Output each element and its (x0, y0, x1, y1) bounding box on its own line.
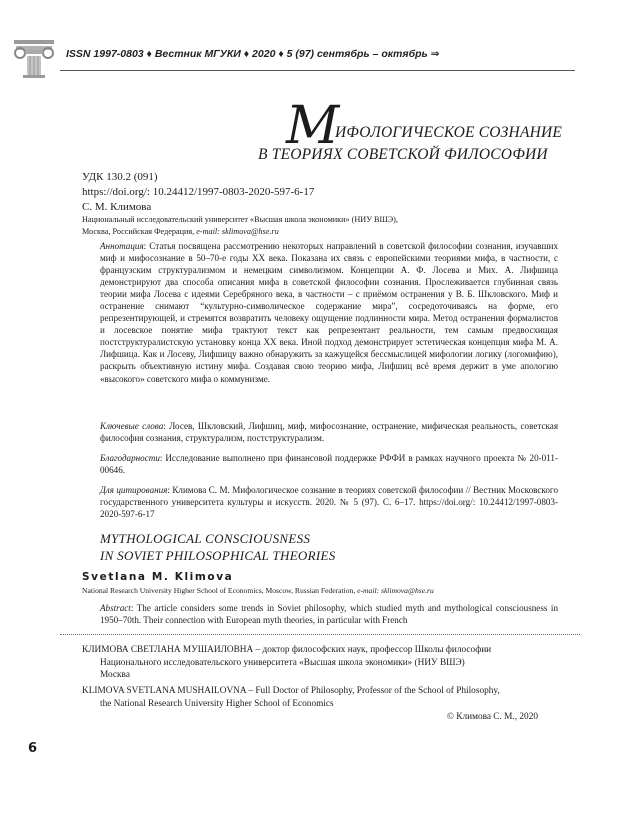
page-number: 6 (28, 741, 38, 756)
english-email[interactable]: e-mail: sklimova@hse.ru (357, 586, 434, 595)
english-affiliation: National Research University Higher School of Economics, Moscow, Russian Federation, e-mail: sklimova@hse.ru (82, 586, 434, 595)
header-rule (60, 70, 575, 71)
author-info-en-line2: the National Research University Higher School of Economics (100, 698, 334, 709)
citation-label: Для цитирования (100, 485, 168, 495)
article-title-line1: ИФОЛОГИЧЕСКОЕ СОЗНАНИЕ (335, 124, 563, 141)
author-info-ru-line1: КЛИМОВА СВЕТЛАНА МУШАИЛОВНА – доктор философских наук, профессор Школы философии (82, 645, 492, 655)
abstract-ru: Аннотация: Статья посвящена рассмотрению некоторых направлений в советской философии сознания, изучавших миф и мифосознание в 50–70-е годы XX века. Показана их связь с европейскими теориями мифа, в частности, с французским структурализмом и немецким символизмом. Концепции А. Ф. Лосева и Мих. А. Лифшица демонстрируют два способа описания мифа в советской философии сознания. Прослеживается глубинная связь теории мифа Лосева с идеями Серебряного века, в частности – с приёмом остранения у В. Б. Шкловского. Миф и остранение снимают “культурно-символическое содержание мира”, сосредоточиваясь на форме, его репрезентирующей, и стремятся возвратить человеку ощущение подлинности мира. Метод остранения формалистов и лосевское понятие мифа трактуют текст как репрезентант реальности, тем самым предвосхищая постструктуралистскую установку конца XX века. Иной подход демонстрирует эстетическая концепция мифа М. А. Лифшица. Как и Лосеву, Лифшицу важно обнаружить за кажущейся бессмыслицей мифологии логику (логомифию), раскрыть объективную истину мифа. Создавая свою теорию мифа, Лифшиц всё время держит в уме апологию «высокого» советского мифа о коммунизме. (100, 241, 558, 384)
author-info-en-line1: KLIMOVA SVETLANA MUSHAILOVNA – Full Doctor of Philosophy, Professor of the School of Philosophy, (82, 686, 500, 696)
ionic-column-capital-icon (12, 40, 56, 78)
english-title-line1: MYTHOLOGICAL CONSCIOUSNESS (100, 531, 311, 546)
article-title-line2: В ТЕОРИЯХ СОВЕТСКОЙ ФИЛОСОФИИ (258, 146, 548, 163)
abstract-label: Аннотация (100, 241, 144, 251)
citation-ru: Для цитирования: Климова С. М. Мифологическое сознание в теориях советской философии // Вестник Московского государственного университета культуры и искусств. 2020. № 5 (97). С. 6–17. https://doi.org/: 10.24412/1997-0803-2020-597-6-17 (100, 485, 558, 520)
english-title-line2: IN SOVIET PHILOSOPHICAL THEORIES (100, 548, 336, 563)
footnote-separator (60, 634, 580, 635)
keywords-ru: Ключевые слова: Лосев, Шкловский, Лифшиц, миф, мифосознание, остранение, мифическая реальность, советская философия сознания, структурализм, постструктурализм. (100, 421, 558, 444)
author-info-ru-line3: Москва (100, 670, 130, 680)
acknowledgments-label: Благодарности (100, 453, 160, 463)
journal-header: ISSN 1997-0803 ♦ Вестник МГУКИ ♦ 2020 ♦ 5 (97) сентябрь – октябрь ⇒ (66, 48, 440, 60)
affiliation-line1: Национальный исследовательский университет «Высшая школа экономики» (НИУ ВШЭ), (82, 215, 398, 224)
author-name: С. М. Климова (82, 201, 152, 213)
author-email[interactable]: e-mail: sklimova@hse.ru (196, 227, 279, 236)
doi-link[interactable]: https://doi.org/: 10.24412/1997-0803-2020-597-6-17 (82, 186, 315, 198)
title-initial: М (286, 96, 340, 156)
acknowledgments-ru: Благодарности: Исследование выполнено при финансовой поддержке РФФИ в рамках научного проекта № 20-011-00646. (100, 453, 558, 476)
copyright: © Климова С. М., 2020 (446, 712, 538, 722)
udk: УДК 130.2 (091) (82, 171, 158, 183)
affiliation-line2: Москва, Российская Федерация, e-mail: sklimova@hse.ru (82, 227, 279, 236)
author-info-en (82, 685, 560, 710)
english-author: Svetlana M. Klimova (82, 571, 234, 583)
author-info-ru-line2: Национального исследовательского университета «Высшая школа экономики» (НИУ ВШЭ) (100, 657, 465, 668)
abstract-en: Abstract: The article considers some trends in Soviet philosophy, which studied myth and mythological consciousness in 1950–70th. Their connection with European myth theories, in particular with French (100, 603, 558, 626)
author-info-ru (82, 644, 560, 682)
keywords-label: Ключевые слова (100, 421, 164, 431)
abstract-en-label: Abstract (100, 603, 131, 613)
